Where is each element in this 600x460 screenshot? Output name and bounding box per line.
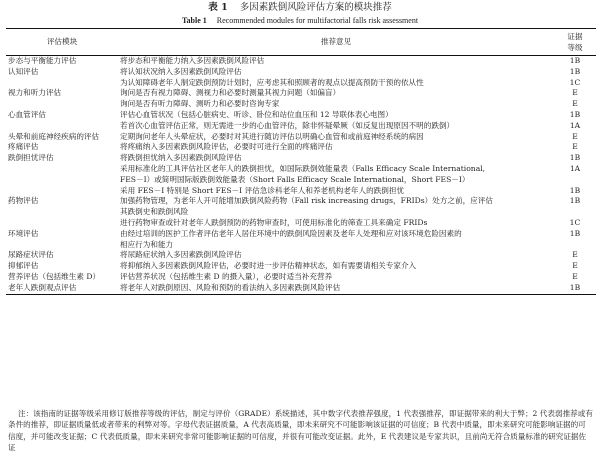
recommendation-cell: [118, 78, 554, 89]
recommendation-line: FES－Ⅰ）或简明国际版跌倒效能量表（Short Falls Efficacy Scale International，Short FES－Ⅰ）: [120, 174, 470, 184]
grade-cell: 1B: [569, 196, 581, 206]
table-row: [6, 229, 596, 251]
recommendation-line: 评估营养状况（包括维生素 D 的摄入量），必要时适当补充营养: [120, 271, 333, 281]
module-cell: 老年人跌倒观点评估: [6, 283, 118, 294]
recommendation-cell: [118, 272, 554, 283]
module-cell: 环境评估: [8, 228, 39, 238]
grade-cell: E: [572, 88, 578, 98]
recommendation-line: 询问是否有听力障碍、测听力和必要时咨询专家: [120, 99, 280, 109]
header-recommendation: 推荐意见: [118, 29, 554, 56]
table-row: [6, 261, 596, 272]
header-module: 评估模块: [6, 29, 118, 56]
recommendation-line: 将抑郁纳入多因素跌倒风险评估，必要时进一步评估精神状态，如有需要请相关专家介入: [120, 261, 417, 271]
recommendation-cell: [118, 164, 554, 186]
grade-cell: 1B: [569, 153, 581, 163]
module-cell: 跌倒担忧评估: [8, 153, 54, 163]
recommendation-line: 采用 FES－I 特别是 Short FES－I 评估急诊科老年人和养老机构老年人的跌倒担忧: [120, 185, 405, 195]
module-cell: [6, 99, 118, 110]
recommendation-line: 定期询问老年人头晕症状，必要时对其进行随访评估以明确心血管和或前庭神经系统的病因: [120, 131, 424, 141]
module-cell: 头晕和前庭神经疾病的评估: [8, 131, 100, 141]
table-row: [6, 99, 596, 110]
table-row: [6, 250, 596, 261]
module-cell: 药物评估: [8, 196, 39, 206]
recommendation-line: 将尿路症状纳入多因素跌倒风险评估: [120, 250, 242, 260]
recommendation-cell: [118, 56, 554, 67]
table-row: [6, 164, 596, 186]
table-row: [6, 132, 596, 143]
module-cell: 视力和听力评估: [8, 88, 62, 98]
grade-cell: E: [572, 261, 578, 271]
module-cell: 营养评估（包括维生素 D）: [8, 271, 101, 281]
recommendation-line: 进行药物审查或针对老年人跌倒预防的药物审查时，可使用标准化的筛查工具来确定 FRIDs: [120, 217, 428, 227]
grade-cell: 1B: [569, 185, 581, 195]
recommendation-table: [6, 28, 596, 295]
recommendation-line: 为认知障碍老年人制定跌倒预防计划时，应考虑其和照顾者的观点以提高预防干预的依从性: [120, 77, 424, 87]
recommendation-cell: [118, 132, 554, 143]
table-row: [6, 88, 596, 99]
caption-zh-label: 表 1: [208, 2, 228, 13]
grade-cell: 1B: [569, 56, 581, 65]
caption-zh-title: 多因素跌倒风险评估方案的模块推荐: [239, 2, 392, 13]
grade-cell: 1C: [569, 217, 581, 227]
table-row: [6, 142, 596, 153]
grade-cell: E: [572, 271, 578, 281]
recommendation-line: 评估心血管状况（包括心脏病史、听诊、卧位和站位血压和 12 导联体表心电图）: [120, 109, 393, 119]
module-cell: [6, 218, 118, 229]
recommendation-line: 将跌倒担忧纳入多因素跌倒风险评估: [120, 153, 242, 163]
table-row: [6, 153, 596, 164]
table-row: [6, 121, 596, 132]
recommendation-cell: [118, 261, 554, 272]
recommendation-line: 若首次心血管评估正常，则无需进一步的心血管评估，除非怀疑晕厥（如反复出现原因不明的跌倒）: [120, 120, 455, 130]
table-row: [6, 218, 596, 229]
grade-cell: 1C: [569, 77, 581, 87]
grade-cell: 1B: [554, 283, 596, 294]
module-cell: [6, 164, 118, 186]
recommendation-line: 由经过培训的医护工作者评估老年人居住环境中的跌倒风险因素及老年人处理和应对该环境危险因素的: [120, 228, 462, 238]
table-row: [6, 110, 596, 121]
recommendation-cell: [118, 142, 554, 153]
caption-en-label: Table 1: [181, 16, 207, 25]
recommendation-line: 其跌倒史和跌倒风险: [120, 207, 189, 217]
recommendation-cell: [118, 99, 554, 110]
table-row: [6, 283, 596, 294]
table-caption-zh: [0, 2, 600, 14]
grade-cell: 1B: [569, 66, 581, 76]
recommendation-line: 将认知状况纳入多因素跌倒风险评估: [120, 66, 242, 76]
module-cell: [6, 186, 118, 197]
table-row: [6, 186, 596, 197]
table-row: [6, 272, 596, 283]
recommendation-cell: [118, 88, 554, 99]
recommendation-cell: [118, 186, 554, 197]
recommendation-cell: [118, 250, 554, 261]
table-row: [6, 196, 596, 218]
table-row: [6, 78, 596, 89]
module-cell: [6, 78, 118, 89]
recommendation-cell: [118, 196, 554, 218]
module-cell: [6, 121, 118, 132]
table-body: [6, 56, 596, 295]
recommendation-cell: [118, 229, 554, 251]
recommendation-line: 相应行为和能力: [120, 239, 174, 249]
recommendation-line: 将疼痛纳入多因素跌倒风险评估，必要时可进行全面的疼痛评估: [120, 142, 333, 152]
recommendation-line: 询问是否有视力障碍、测视力和必要时测量其视力问题（如偏盲）: [120, 88, 341, 98]
recommendation-line: 加强药物管理，为老年人开可能增加跌倒风险药物（Fall risk increasing drugs，FRIDs）处方之前，应评估: [120, 196, 493, 206]
table-row: [6, 67, 596, 78]
recommendation-cell: [118, 110, 554, 121]
table-caption-en: [0, 15, 600, 26]
table-footnote: 注：该指南的证据等级采用修订版推荐等级的评估，制定与评价（GRADE）系统描述，其中数字代表推荐强度，1 代表强推荐，即证据带来的利大于弊；2 代表弱推荐或有条件的推荐，即证据质量低或者带来的利弊对等。字母代表证据质量，A 代表高质量，即未来研究不可能影响该证据的可信度；B 代表中质量，即未来研究可能影响证据的可信度，并可能改变证据；C 代表低质量，即未来研究非常可能影响证据的可信度，并很有可能改变证据。此外，E 代表建议是专家共识，且前尚无符合质量标准的研究证据佐证: [8, 409, 593, 453]
recommendation-line: 采用标准化的工具评估社区老年人的跌倒担忧，如国际跌倒效能量表（Falls Efficacy Scale International,: [120, 163, 486, 173]
recommendation-line: 将步态和平衡能力纳入多因素跌倒风险评估: [120, 56, 265, 65]
module-cell: 尿路症状评估: [8, 250, 54, 260]
grade-cell: 1B: [569, 109, 581, 119]
grade-cell: E: [572, 250, 578, 260]
grade-cell: 1A: [569, 163, 581, 173]
recommendation-cell: [118, 121, 554, 132]
caption-en-title: Recommended modules for multifactorial falls risk assessment: [216, 16, 419, 25]
module-cell: 步态与平衡能力评估: [8, 56, 77, 65]
grade-cell: 1A: [569, 120, 581, 130]
table-row: [6, 56, 596, 67]
module-cell: 抑郁评估: [8, 261, 39, 271]
module-cell: 心血管评估: [8, 109, 46, 119]
grade-cell: 1B: [569, 228, 581, 238]
recommendation-line: 将老年人对跌倒原因、风险和预防的看法纳入多因素跌倒风险评估: [120, 282, 341, 292]
grade-cell: E: [572, 99, 578, 109]
recommendation-cell: [118, 67, 554, 78]
recommendation-cell: [118, 218, 554, 229]
module-cell: 疼痛评估: [8, 142, 39, 152]
header-grade: 证据 等级: [554, 29, 596, 56]
recommendation-cell: [118, 153, 554, 164]
recommendation-cell: [118, 283, 554, 294]
module-cell: 认知评估: [8, 66, 39, 76]
grade-cell: E: [572, 131, 578, 141]
grade-cell: E: [572, 142, 578, 152]
table-header-row: [6, 29, 596, 56]
